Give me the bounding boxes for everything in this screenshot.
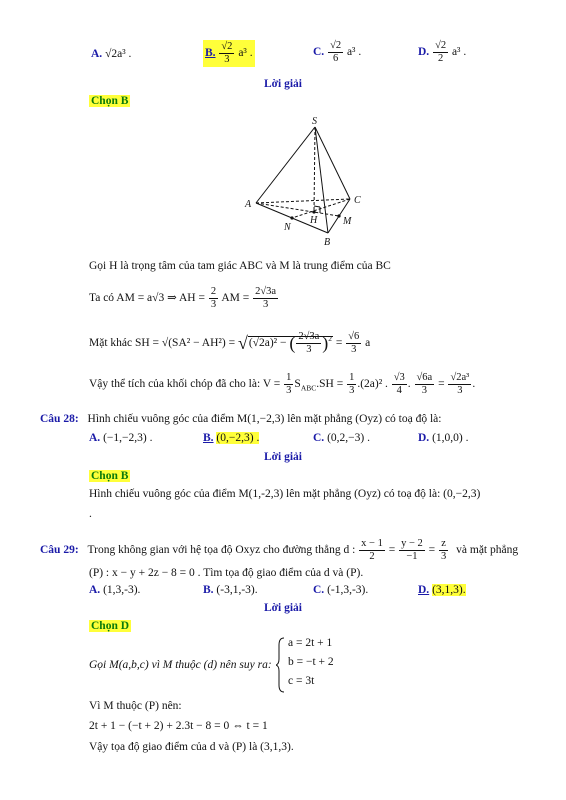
q29-option-a[interactable]: A. (1,3,-3).: [89, 584, 141, 596]
q27-solution-line-4: Vậy thể tích của khối chóp đã cho là: V = $\frac{1}{3}$ $S_{ABC}.SH$ = $\frac{1}{3}$ .(2a)² . $\frac{√3}{4}$ . $\frac{√6a}{3}$ = $\frac{\text{√2a³}}{3}$ .: [89, 372, 476, 396]
q29-question-line-1: Câu 29: Trong không gian với hệ tọa độ Oxyz cho đường thẳng d : $\frac{x - 1}{2}$ = $\frac{y - 2}{-1}$ = $\frac{z}{3}$ và mặt phẳng: [40, 538, 519, 562]
option-text: √2a³ .: [105, 48, 132, 60]
q27-option-b[interactable]: [203, 40, 255, 67]
q29-solution-line-1: Gọi M(a,b,c) vì M thuộc (d) nên suy ra:: [89, 659, 272, 671]
q29-question-line-2: (P) : x − y + 2z − 8 = 0 . Tìm tọa độ giao điểm của d và (P).: [89, 567, 364, 579]
q27-option-c[interactable]: [313, 40, 361, 65]
q27-answer-choice: Chọn B: [91, 95, 129, 107]
right-angle-mark: [314, 206, 320, 207]
option-fraction: $\frac{√2}{6}$: [330, 40, 342, 64]
edge-ac: [256, 199, 350, 203]
label-h: H: [310, 215, 318, 226]
label-s: S: [312, 116, 317, 127]
question-text: Hình chiếu vuông góc của điểm M(1,−2,3) lên mặt phẳng (Oyz) có toạ độ là:: [87, 413, 442, 425]
median-cn: [292, 199, 350, 218]
option-fraction: $\frac{√2}{2}$: [435, 40, 447, 64]
q28-solution-heading: Lời giải: [264, 451, 302, 463]
q29-solution-line-4: Vậy tọa độ giao điểm của d và (P) là (3,1,3).: [89, 741, 294, 753]
q27-option-d[interactable]: [418, 40, 466, 65]
option-letter: A.: [91, 48, 103, 60]
q27-solution-line-3: Mặt khác SH = √(SA² − AH²) = √(√2a)² − ( $\frac{2√3a}{3}$ )$^2$ = $\frac{√6}{3}$ a: [89, 331, 371, 355]
height-sh: [314, 127, 315, 212]
q27-solution-heading: Lời giải: [264, 78, 302, 90]
system-eq-1: a = 2t + 1: [288, 637, 333, 649]
q28-option-a[interactable]: A. (−1,−2,3) .: [89, 432, 153, 444]
system-eq-3: c = 3t: [288, 675, 315, 687]
option-letter: D.: [418, 46, 430, 59]
brace-icon: [276, 637, 286, 693]
option-fraction: $\frac{√2}{3}$: [221, 41, 233, 65]
q28-solution-dot: .: [89, 508, 92, 520]
edge-sc: [315, 127, 350, 199]
q27-solution-line-2: Ta có AM = a√3 ⇒ AH = $\frac{2}{3}$ AM = $\frac{2√3a}{3}$: [89, 286, 277, 310]
label-m: M: [343, 216, 352, 227]
q28-option-b[interactable]: B. (0,−2,3) .: [203, 432, 260, 444]
q29-solution-heading: Lời giải: [264, 602, 302, 614]
q28-question: [40, 413, 441, 425]
edge-sa: [256, 127, 315, 203]
q29-option-c[interactable]: C. (-1,3,-3).: [313, 584, 369, 596]
option-letter: B.: [205, 47, 216, 60]
option-text: a³ .: [451, 46, 467, 59]
q29-option-b[interactable]: B. (-3,1,-3).: [203, 584, 258, 596]
option-text: a³ .: [346, 46, 362, 59]
label-b: B: [324, 237, 331, 248]
median-am: [256, 203, 339, 216]
q27-option-a[interactable]: [91, 48, 131, 60]
question-label: Câu 28:: [40, 413, 79, 425]
q28-answer-choice: Chọn B: [91, 470, 129, 482]
q29-option-d[interactable]: D. (3,1,3).: [418, 584, 466, 596]
option-text: a³ .: [238, 47, 253, 60]
label-a: A: [245, 199, 252, 210]
label-n: N: [284, 222, 291, 233]
q28-option-c[interactable]: C. (0,2,−3) .: [313, 432, 370, 444]
question-label: Câu 29:: [40, 544, 79, 557]
q29-solution-line-2: Vì M thuộc (P) nên:: [89, 700, 182, 712]
q28-solution-text: Hình chiếu vuông góc của điểm M(1,-2,3) lên mặt phẳng (Oyz) có toạ độ là: (0,−2,3): [89, 488, 481, 500]
q27-solution-line-1: Gọi H là trọng tâm của tam giác ABC và M là trung điểm của BC: [89, 260, 391, 272]
label-c: C: [354, 195, 361, 206]
q29-solution-line-3: 2t + 1 − (−t + 2) + 2.3t − 8 = 0 ⇔ t = 1: [89, 720, 268, 732]
option-letter: C.: [313, 46, 325, 59]
q28-option-d[interactable]: D. (1,0,0) .: [418, 432, 469, 444]
q29-answer-choice: Chọn D: [91, 620, 130, 632]
system-eq-2: b = −t + 2: [288, 656, 334, 668]
pyramid-figure: [240, 115, 380, 255]
